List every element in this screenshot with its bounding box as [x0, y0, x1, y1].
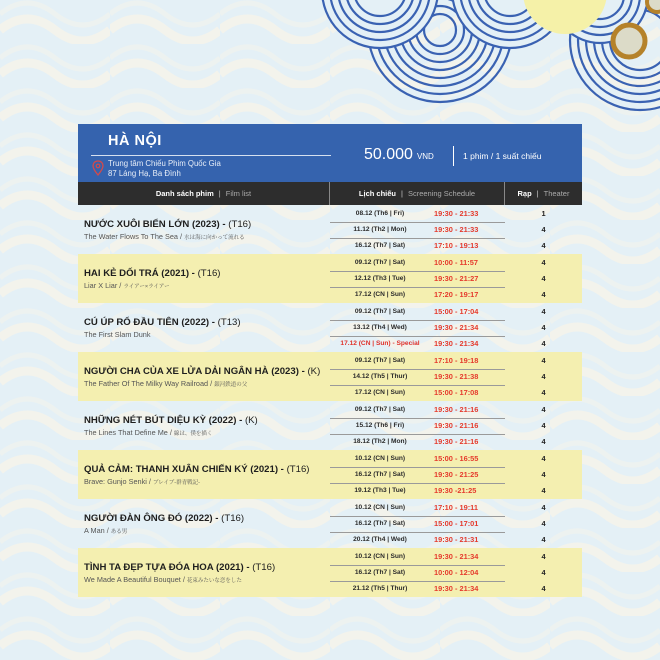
age-rating: (T16) [228, 218, 252, 230]
gold-ring-icon [613, 25, 645, 57]
theater-number: 4 [541, 323, 546, 332]
show-time: 19:30 -21:25 [434, 486, 477, 495]
show-time: 15:00 - 16:55 [434, 454, 479, 463]
column-headers [78, 182, 582, 205]
english-title: We Made A Beautiful Bouquet [84, 574, 181, 584]
movie-original-title: A Man / ある男 [84, 525, 128, 535]
movie-info [78, 254, 330, 303]
theater-number: 4 [541, 486, 546, 495]
column-header-film: Danh sách phim | Film list [78, 182, 330, 205]
showtime-row [330, 549, 582, 565]
show-time: 19:30 - 21:31 [434, 535, 479, 544]
age-rating: (T16) [221, 512, 245, 524]
show-date: 10.12 (CN | Sun) [354, 504, 406, 511]
price-note: 1 phim / 1 suất chiếu [463, 151, 542, 161]
english-title: Liar X Liar [84, 280, 118, 290]
movie-info [78, 205, 330, 254]
show-date: 16.12 (Th7 | Sat) [354, 520, 406, 527]
location-pin-icon [92, 160, 104, 176]
theater-number: 1 [541, 209, 546, 218]
movie-original-title: The Lines That Define Me / 線は、僕を描く [84, 427, 213, 437]
age-rating: (T16) [252, 561, 276, 573]
showtime-row [330, 402, 582, 418]
theater-number: 4 [541, 552, 546, 561]
show-time: 19:30 - 21:34 [434, 339, 479, 348]
theater-number: 4 [541, 339, 546, 348]
english-title: The First Slam Dunk [84, 329, 151, 339]
movie-info [78, 352, 330, 401]
show-date: 09.12 (Th7 | Sat) [354, 259, 406, 266]
theater-number: 4 [541, 519, 546, 528]
showtime-row [330, 483, 582, 499]
divider [453, 146, 454, 166]
movie-row [78, 303, 582, 352]
showtime-row [330, 206, 582, 222]
movie-title-text: NHỮNG NÉT BÚT DIỆU KỲ (2022) - [84, 414, 243, 426]
show-date: 21.12 (Th5 | Thur) [352, 585, 408, 592]
showtime-row [330, 320, 582, 336]
show-date: 18.12 (Th2 | Mon) [353, 438, 407, 445]
price-currency: VND [416, 152, 434, 161]
show-date: 20.12 (Th4 | Wed) [353, 536, 407, 543]
showtimes [330, 352, 582, 401]
showtime-row [330, 255, 582, 271]
movie-row [78, 450, 582, 499]
show-time: 17:10 - 19:13 [434, 241, 479, 250]
movie-row [78, 205, 582, 254]
showtimes [330, 450, 582, 499]
showtimes [330, 205, 582, 254]
show-date: 17.12 (CN | Sun) [354, 291, 406, 298]
show-time: 19:30 - 21:16 [434, 437, 479, 446]
movie-title-text: TÌNH TA ĐẸP TỰA ĐÓA HOA (2021) - [84, 561, 250, 573]
movie-info [78, 303, 330, 352]
movie-original-title: The Water Flows To The Sea / 水は海に向かって流れる [84, 231, 245, 241]
english-title: Brave: Gunjo Senki [84, 476, 147, 486]
movie-title [84, 268, 330, 279]
age-rating: (T16) [197, 267, 221, 279]
showtime-row [330, 238, 582, 254]
showtime-row [330, 271, 582, 287]
theater-number: 4 [541, 584, 546, 593]
movie-title [84, 219, 330, 230]
show-time: 19:30 - 21:16 [434, 421, 479, 430]
show-date: 16.12 (Th7 | Sat) [354, 242, 406, 249]
movie-original-title: The Father Of The Milky Way Railroad / 銀河鉄道の父 [84, 378, 248, 388]
movie-row [78, 352, 582, 401]
showtime-row [330, 434, 582, 450]
english-title: The Lines That Define Me [84, 427, 168, 437]
movie-info [78, 401, 330, 450]
show-time: 17:10 - 19:18 [434, 356, 479, 365]
show-time: 19:30 - 21:16 [434, 405, 479, 414]
theater-number: 4 [541, 258, 546, 267]
show-date: 08.12 (Th6 | Fri) [355, 210, 405, 217]
japanese-title: 線は、僕を描く [173, 430, 213, 437]
showtime-row [330, 304, 582, 320]
japanese-title: 銀河鉄道の父 [214, 381, 248, 388]
showtimes [330, 401, 582, 450]
movie-title [84, 464, 330, 475]
price-amount: 50.000 [364, 146, 413, 163]
movie-row [78, 254, 582, 303]
column-label-en: Theater [543, 189, 570, 198]
theater-number: 4 [541, 307, 546, 316]
english-title: The Father Of The Milky Way Railroad [84, 378, 209, 388]
theater-number: 4 [541, 405, 546, 414]
show-time: 19:30 - 21:38 [434, 372, 479, 381]
show-date: 10.12 (CN | Sun) [354, 455, 406, 462]
show-date: 15.12 (Th6 | Fri) [355, 422, 405, 429]
movie-row [78, 499, 582, 548]
theater-number: 4 [541, 437, 546, 446]
column-label-vi: Rạp [517, 189, 532, 198]
movie-title [84, 562, 330, 573]
show-date: 17.12 (CN | Sun) [354, 389, 406, 396]
movie-title [84, 415, 330, 426]
venue-header [78, 124, 582, 182]
age-rating: (T16) [286, 463, 310, 475]
japanese-title: 花束みたいな恋をした [186, 577, 242, 584]
show-date: 09.12 (Th7 | Sat) [354, 357, 406, 364]
show-time: 19:30 - 21:25 [434, 470, 479, 479]
show-time: 15:00 - 17:04 [434, 307, 479, 316]
showtime-row [330, 287, 582, 303]
japanese-title: ブレイブ-群青戦記- [152, 479, 200, 486]
venue-street: 87 Láng Hạ, Ba Đình [108, 169, 181, 178]
show-date: 17.12 (CN | Sun) - Special [340, 340, 420, 347]
column-label-en: Film list [225, 189, 252, 198]
movie-row [78, 548, 582, 597]
japanese-title: 水は海に向かって流れる [184, 234, 245, 241]
showtime-row [330, 369, 582, 385]
show-time: 19:30 - 21:27 [434, 274, 479, 283]
show-date: 11.12 (Th2 | Mon) [353, 226, 407, 233]
show-date: 10.12 (CN | Sun) [354, 553, 406, 560]
age-rating: (K) [307, 365, 321, 377]
theater-number: 4 [541, 470, 546, 479]
divider [91, 155, 331, 156]
showtimes [330, 499, 582, 548]
show-time: 15:00 - 17:08 [434, 388, 479, 397]
english-title: A Man [84, 525, 105, 535]
screening-schedule-table [78, 124, 582, 597]
showtime-row [330, 222, 582, 238]
movie-original-title: We Made A Beautiful Bouquet / 花束みたいな恋をした [84, 574, 242, 584]
column-label-vi: Danh sách phim [155, 189, 214, 198]
gold-ring-small-icon [647, 0, 660, 12]
movie-title-text: HAI KẺ DỐI TRÁ (2021) - [84, 267, 195, 279]
movie-info [78, 499, 330, 548]
movie-title-text: NGƯỜI CHA CỦA XE LỬA DẢI NGÂN HÀ (2023) - [84, 365, 305, 377]
show-time: 10:00 - 12:04 [434, 568, 479, 577]
showtimes [330, 548, 582, 597]
age-rating: (K) [244, 414, 258, 426]
japanese-title: ある男 [110, 528, 128, 535]
showtime-row [330, 516, 582, 532]
show-time: 10:00 - 11:57 [434, 258, 478, 267]
movie-title [84, 366, 330, 377]
show-time: 15:00 - 17:01 [434, 519, 479, 528]
show-date: 14.12 (Th5 | Thur) [352, 373, 408, 380]
show-date: 16.12 (Th7 | Sat) [354, 569, 406, 576]
venue-name: Trung tâm Chiếu Phim Quốc Gia [108, 159, 221, 168]
english-title: The Water Flows To The Sea [84, 231, 178, 241]
show-date: 19.12 (Th3 | Tue) [354, 487, 406, 494]
movie-original-title: Brave: Gunjo Senki / ブレイブ-群青戦記- [84, 476, 200, 486]
theater-number: 4 [541, 241, 546, 250]
city-title: HÀ NỘI [108, 133, 162, 149]
column-header-schedule: Lịch chiếu | Screening Schedule [330, 182, 505, 205]
movie-original-title [84, 330, 330, 339]
show-time: 17:20 - 19:17 [434, 290, 479, 299]
theater-number: 4 [541, 225, 546, 234]
showtime-row [330, 353, 582, 369]
show-time: 19:30 - 21:33 [434, 225, 479, 234]
theater-number: 4 [541, 568, 546, 577]
theater-number: 4 [541, 503, 546, 512]
showtime-row [330, 451, 582, 467]
showtimes [330, 303, 582, 352]
show-time: 17:10 - 19:11 [434, 503, 478, 512]
theater-number: 4 [541, 372, 546, 381]
show-date: 09.12 (Th7 | Sat) [354, 308, 406, 315]
movie-title-text: QUẢ CẢM: THANH XUÂN CHIẾN KÝ (2021) - [84, 463, 284, 475]
show-date: 12.12 (Th3 | Tue) [354, 275, 406, 282]
showtime-row [330, 565, 582, 581]
show-time: 19:30 - 21:34 [434, 323, 479, 332]
movie-original-title: Liar X Liar / ライアー×ライアー [84, 280, 170, 290]
ticket-price [364, 146, 434, 164]
movie-title [84, 513, 330, 524]
showtime-row [330, 336, 582, 352]
column-label-en: Screening Schedule [407, 189, 476, 198]
movie-title [84, 317, 330, 328]
theater-number: 4 [541, 356, 546, 365]
theater-number: 4 [541, 535, 546, 544]
column-header-theater: Rạp | Theater [517, 189, 570, 198]
theater-number: 4 [541, 290, 546, 299]
age-rating: (T13) [217, 316, 241, 328]
movie-info [78, 548, 330, 597]
seigaiha-wave-icon [322, 0, 660, 110]
show-time: 19:30 - 21:34 [434, 552, 479, 561]
movie-title-text: NƯỚC XUÔI BIỂN LỚN (2023) - [84, 218, 226, 230]
theater-number: 4 [541, 274, 546, 283]
movie-title-text: CÚ ÚP RỔ ĐẦU TIÊN (2022) - [84, 316, 215, 328]
venue-address [108, 159, 221, 179]
showtime-row [330, 418, 582, 434]
movie-list [78, 205, 582, 597]
theater-number: 4 [541, 454, 546, 463]
movie-row [78, 401, 582, 450]
showtime-row [330, 532, 582, 548]
showtimes [330, 254, 582, 303]
movie-title-text: NGƯỜI ĐÀN ÔNG ĐÓ (2022) - [84, 512, 219, 524]
showtime-row [330, 467, 582, 483]
movie-info [78, 450, 330, 499]
showtime-row [330, 500, 582, 516]
showtime-row [330, 581, 582, 597]
decorative-header-art [0, 0, 660, 130]
show-date: 16.12 (Th7 | Sat) [354, 471, 406, 478]
theater-number: 4 [541, 388, 546, 397]
show-date: 13.12 (Th4 | Wed) [353, 324, 407, 331]
show-date: 09.12 (Th7 | Sat) [354, 406, 406, 413]
show-time: 19:30 - 21:34 [434, 584, 479, 593]
japanese-title: ライアー×ライアー [123, 283, 170, 290]
show-time: 19:30 - 21:33 [434, 209, 479, 218]
showtime-row [330, 385, 582, 401]
theater-number: 4 [541, 421, 546, 430]
column-label-vi: Lịch chiếu [358, 189, 396, 198]
